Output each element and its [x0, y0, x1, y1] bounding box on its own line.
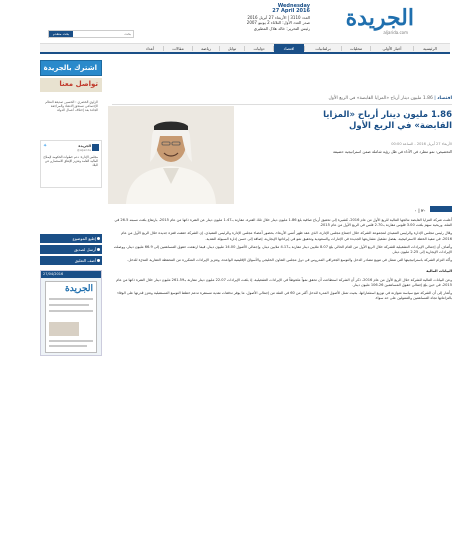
nav-item[interactable]: أخبار الأولى	[382, 46, 402, 51]
header-date: 27 April 2016	[272, 8, 310, 15]
nav-separator	[370, 46, 371, 51]
share-count[interactable]: ٢٠ | ٠	[414, 208, 426, 213]
comment-icon	[97, 259, 100, 262]
nav-separator	[304, 46, 305, 51]
nav-item[interactable]: دوليات	[253, 46, 265, 51]
nav-separator	[163, 46, 164, 51]
nav-item[interactable]: اقتصاد	[274, 44, 304, 53]
nav-separator	[219, 46, 220, 51]
nav-item[interactable]: مقالات	[172, 46, 184, 51]
twitter-widget	[40, 140, 102, 188]
add-comment-button[interactable]	[40, 256, 102, 265]
article-body	[112, 218, 452, 304]
nav-item[interactable]: محليات	[349, 46, 363, 51]
logo-url: aljarida.com	[383, 30, 408, 35]
article-paragraph: وأكد التزام الشركة باستراتيجيتها التي تتمثل في تنويع مصادر الدخل والتوسع الجغرافي المدروس في دول مجلس التعاون الخليجي والأسواق الإقليمية الواعدة، وتعزيز الإيرادات المتكررة من المحفظة العقارية المدرّة للدخل.	[127, 258, 452, 263]
todays-paper[interactable]	[40, 270, 102, 356]
article-headline: 1.86 مليون دينار أرباح «المزايا القابضة» في الربع الأول	[323, 110, 452, 131]
article-caption: التخصيص: نمو مطرد في الأداء في ظل رؤية شاملة ضمن استراتيجية حصيفة	[332, 149, 452, 154]
paper-line	[49, 340, 93, 342]
sidebar-note[interactable]: الزاوي الخضري : الحسين صديقة النظام الإجتماعي تستحق الانتقاد والمراجعة الجادة بعد إختلاف أعمال الدولة	[45, 100, 98, 113]
advanced-search-button[interactable]: بحث متقدم	[49, 31, 73, 37]
nav-item[interactable]: أعداد	[145, 46, 155, 51]
send-to-friend-button[interactable]	[40, 245, 102, 254]
article-photo	[108, 106, 234, 204]
breadcrumb	[112, 96, 452, 105]
contact-banner-text: تواصل معنا	[59, 80, 98, 88]
nav-item[interactable]: رياضة	[201, 46, 211, 51]
twitter-name[interactable]: الجريدة	[78, 144, 91, 148]
nav-separator	[192, 46, 193, 51]
paper-line	[49, 310, 93, 312]
article-subhead: البيانات المالية	[426, 269, 452, 274]
header-info	[200, 4, 310, 31]
article-meta: الأربعاء 27 أبريل 2016 - الساعة 00:00	[391, 142, 452, 146]
search-box	[48, 30, 134, 38]
print-article-button[interactable]	[40, 234, 102, 243]
main-nav	[40, 43, 450, 54]
paper-logo: الجريدة	[65, 284, 93, 294]
left-sidebar	[40, 58, 102, 540]
send-to-friend-label: أرسل لصديق	[74, 247, 96, 252]
article-paragraph: وأضاف أن إجمالي الإيرادات التشغيلية للشركة خلال الربع الأول من العام الحالي بلغ 8.07 ملايين دينار مقارنة بـ4.17 ملايين دينار، وإجمالي الأصول 14.00 مليون دينار، فيما ارتفعت حقوق المساهمين إلى 66.9 مليون دينار، ووصلت الإيرادات الإيجارية إلى 2.25 مليون دينار.	[113, 244, 452, 255]
breadcrumb-section[interactable]: اقتصاد	[437, 96, 452, 101]
twitter-avatar	[92, 144, 99, 151]
site-header	[0, 0, 460, 42]
article-paragraph: وقال رئيس مجلس الإدارة والرئيس التنفيذي لمجموعة الشركة خلال اجتماع مجلس الإدارة، الذي عقد ظهر أمس الأربعاء، بحضور أعضاء مجلس الإدارة والرئيس التنفيذي، إن الشركة حققت قفزة جديدة خلال الربع الأول من عام 2016، في تنفيذ الخطة الاستراتيجية، بفضل تشغيل مشاريعها الجديدة في الإمارات والسعودية وتحقيق نمو في إيراداتها الإيجارية، إضافة إلى حسن إدارة السيولة النقدية.	[121, 231, 452, 241]
print-icon	[97, 237, 100, 240]
nav-item[interactable]: توابل	[227, 46, 237, 51]
paper-photo	[49, 322, 79, 336]
twitter-post[interactable]: مجلس الإدارة: دعم خطوات الحكومة لإصلاح المالية العامة وتعزيز الإنفاق الاستثماري في البلاد	[43, 155, 98, 167]
print-article-label: إطبع الموضوع	[72, 236, 96, 241]
header-founded: صدر العدد الأول: الثلاثاء 2 يونيو 2007	[246, 20, 310, 26]
nav-item[interactable]: برلمانيات	[315, 46, 331, 51]
nav-separator	[413, 46, 414, 51]
article-paragraph: أعلنت شركة المزايا القابضة نتائجها المالية للربع الأول من عام 2016، مُشيرة إلى تحقيق أرباح صافية بلغ 1.86 مليون دينار خلال تلك الفترة، مقارنة بـ1.47 مليون دينار عن الفترة ذاتها من عام 2015، بارتفاع بلغت نسبته 26.5 في المئة، وربحية سهم بلغت 3.00 فلوس مقارنة بـ2.70 فلس في الربع الأول من عام 2015.	[114, 218, 452, 228]
nav-item[interactable]: الرئيسية	[423, 46, 437, 51]
paper-line	[49, 345, 87, 347]
subscribe-banner[interactable]	[40, 60, 102, 76]
breadcrumb-title: 1.86 مليون دينار أرباح «المزايا القابضة» في الربع الأول	[328, 96, 433, 101]
mail-icon	[97, 248, 100, 251]
article	[108, 96, 452, 540]
paper-line	[49, 298, 93, 300]
nav-separator	[273, 46, 274, 51]
twitter-bird-icon: ✦	[43, 143, 48, 149]
header-editor: رئيس التحرير: خالد هلال المطيري	[253, 25, 310, 31]
nav-separator	[244, 46, 245, 51]
breadcrumb-separator: |	[432, 96, 436, 101]
subscribe-banner-text: اشترك بالجريدة	[43, 64, 97, 72]
article-paragraph: وأشار إلى أن الشركة تتبع سياسة متوازنة في توزيع استثماراتها، بحيث تمثل الأصول المدرة للدخل أكثر من 60 في المئة من إجمالي الأصول، ما يوفر تدفقات نقدية مستقرة تدعم خطط التوسع المستقبلية وتعزز قدرتها على الوفاء بالتزاماتها تجاه المساهمين والممولين على حد سواء.	[117, 291, 452, 301]
contact-banner[interactable]	[40, 78, 102, 92]
site-logo[interactable]	[312, 6, 414, 36]
share-icon[interactable]	[430, 206, 452, 212]
paper-thumbnail[interactable]	[45, 281, 97, 353]
paper-date: 27/04/2016	[43, 272, 64, 276]
search-input[interactable]	[73, 31, 133, 37]
article-paragraph: وعن البيانات المالية للشركة خلال الربع الأول من عام 2016، ذكر أن الشركة استطاعت أن تحقق نمواً ملحوظاً في الإيرادات التشغيلية، إذ بلغت الإيرادات 22.07 مليون دينار مقارنة بـ261.59 مليون دينار خلال الفترة ذاتها من عام 2015، في حين بلغ إجمالي حقوق المساهمين 106.26 مليون دينار.	[116, 277, 452, 287]
paper-header	[41, 271, 101, 278]
header-issue: العدد 3110 | الأربعاء 27 أبريل 2016	[247, 14, 310, 20]
paper-line	[49, 304, 89, 306]
nav-separator	[341, 46, 342, 51]
twitter-handle[interactable]: @aljarida	[76, 148, 91, 152]
add-comment-label: أضف التعليق	[74, 258, 96, 263]
header-day: Wednesday	[277, 3, 310, 9]
logo-text: الجريدة	[345, 5, 414, 31]
